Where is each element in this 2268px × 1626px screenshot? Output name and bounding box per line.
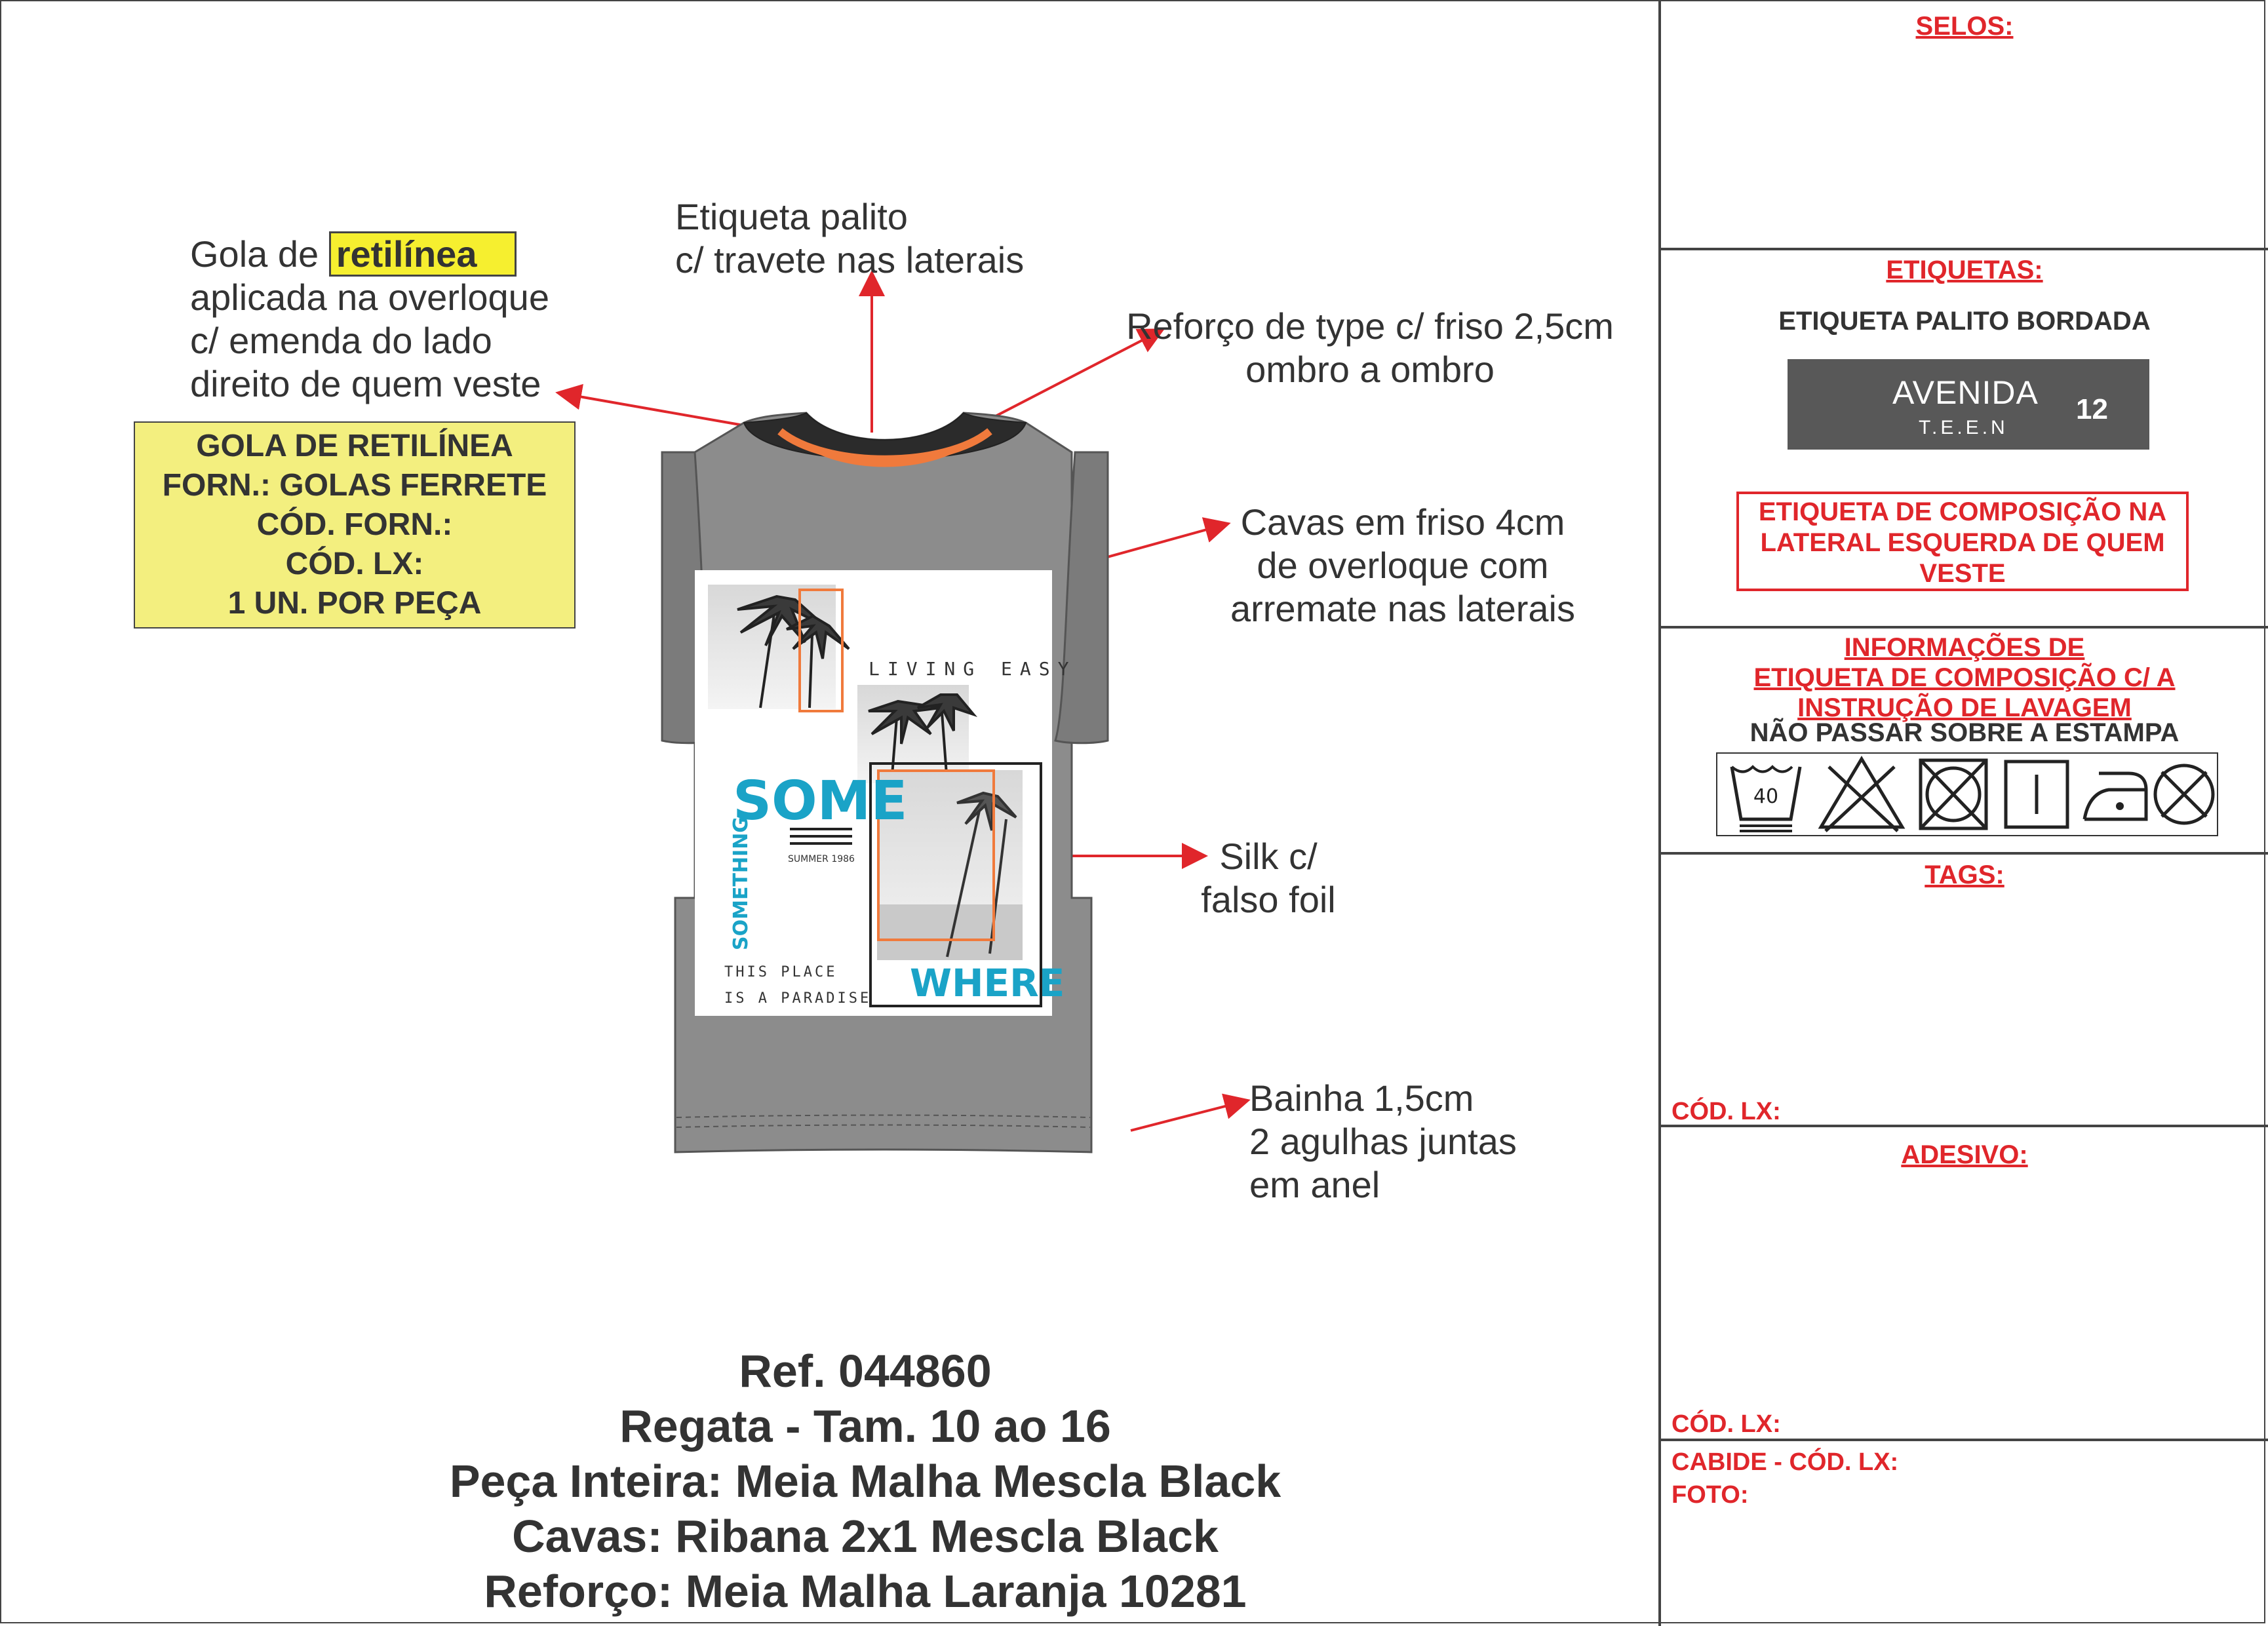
ref-line: Cavas: Ribana 2x1 Mescla Black: [512, 1511, 1219, 1562]
annotation-silk: [1193, 835, 1344, 921]
tank-top-illustration: [590, 400, 1167, 1160]
logo-size: 12: [2076, 393, 2108, 425]
care-info-line: INSTRUÇÃO DE LAVAGEM: [1797, 693, 2132, 722]
nao-passar-note: NÃO PASSAR SOBRE A ESTAMPA: [1750, 718, 2180, 747]
gola-line: direito de quem veste: [190, 363, 541, 404]
ref-line: Peça Inteira: Meia Malha Mescla Black: [449, 1456, 1281, 1507]
annotation-reforco: [1108, 305, 1632, 391]
care-info-line: INFORMAÇÕES DE: [1844, 633, 2085, 662]
reforco-line: ombro a ombro: [1245, 349, 1495, 390]
etiqueta-palito-label: ETIQUETA PALITO BORDADA: [1778, 307, 2151, 336]
bainha-line: em anel: [1249, 1164, 1380, 1205]
line-dry-icon: [2001, 754, 2073, 835]
ref-line: Regata - Tam. 10 ao 16: [619, 1401, 1111, 1452]
care-symbols-box: [1716, 752, 2218, 836]
ref-line: Reforço: Meia Malha Laranja 10281: [484, 1566, 1247, 1617]
silk-line: falso foil: [1201, 879, 1336, 920]
section-title-etiquetas: ETIQUETAS:: [1886, 256, 2043, 284]
print-text-summer: SUMMER 1986: [788, 854, 855, 864]
reforco-line: Reforço de type c/ friso 2,5cm: [1126, 305, 1614, 347]
bainha-line: Bainha 1,5cm: [1249, 1077, 1474, 1119]
gola-line: c/ emenda do lado: [190, 320, 492, 361]
print-text-place-2: IS A PARADISE: [724, 990, 872, 1007]
gola-box-line: 1 UN. POR PEÇA: [227, 586, 482, 621]
print-text-some: SOME: [733, 770, 908, 832]
silk-line: Silk c/: [1219, 836, 1318, 877]
composition-label-box: [1736, 492, 2189, 591]
print-text-place-1: THIS PLACE: [724, 964, 838, 980]
gola-prefix: Gola de: [190, 233, 329, 275]
foto-label: FOTO:: [1672, 1481, 1749, 1509]
composition-line: ETIQUETA DE COMPOSIÇÃO NA: [1758, 497, 2167, 526]
bainha-line: 2 agulhas juntas: [1249, 1121, 1517, 1162]
annotation-etiqueta: [675, 195, 1024, 282]
ref-line: Ref. 044860: [739, 1345, 992, 1397]
logo-sub: T.E.E.N: [1919, 417, 2008, 438]
cod-lx-label: CÓD. LX:: [1672, 1410, 1781, 1438]
wash-40-icon: [1727, 754, 1805, 835]
cavas-line: Cavas em friso 4cm: [1240, 501, 1565, 543]
no-tumble-dry-icon: [1914, 754, 1993, 835]
gola-info-box: [134, 421, 576, 629]
care-info-title: [1661, 632, 2268, 723]
reference-block: [275, 1344, 1455, 1619]
cod-lx-label: CÓD. LX:: [1672, 1098, 1781, 1125]
annotation-bainha: [1249, 1077, 1517, 1207]
brand-label-logo: [1788, 359, 2149, 450]
section-title-selos: SELOS:: [1915, 12, 2014, 41]
gola-box-line: GOLA DE RETILÍNEA: [196, 429, 513, 463]
cabide-label: CABIDE - CÓD. LX:: [1672, 1448, 1899, 1476]
gola-highlight: retilínea: [329, 231, 517, 277]
cavas-line: de overloque com: [1257, 545, 1549, 586]
print-text-living: LIVING EASY: [869, 658, 1077, 680]
annotation-gola: [190, 233, 549, 406]
section-title-tags: TAGS:: [1925, 861, 2004, 889]
etiqueta-line: Etiqueta palito: [675, 196, 908, 237]
iron-low-icon: [2079, 754, 2151, 835]
no-bleach-icon: [1816, 754, 1907, 835]
cavas-line: arremate nas laterais: [1230, 588, 1575, 629]
annotation-cavas: [1213, 501, 1593, 630]
care-info-line: ETIQUETA DE COMPOSIÇÃO C/ A: [1753, 663, 2176, 692]
etiqueta-line: c/ travete nas laterais: [675, 239, 1025, 281]
section-title-adesivo: ADESIVO:: [1901, 1140, 2028, 1169]
no-dry-clean-icon: [2150, 754, 2218, 835]
gola-box-line: FORN.: GOLAS FERRETE: [162, 468, 547, 503]
print-text-where: WHERE: [910, 961, 1065, 1005]
gola-line: aplicada na overloque: [190, 277, 549, 318]
composition-line: LATERAL ESQUERDA DE QUEM: [1760, 528, 2165, 557]
composition-line: VESTE: [1919, 559, 2006, 588]
gola-box-line: CÓD. FORN.:: [256, 507, 453, 542]
wash-temp: 40: [1753, 785, 1779, 808]
gola-box-line: CÓD. LX:: [285, 547, 424, 581]
print-text-something: SOMETHING: [730, 817, 753, 950]
logo-name: AVENIDA: [1892, 374, 2039, 411]
